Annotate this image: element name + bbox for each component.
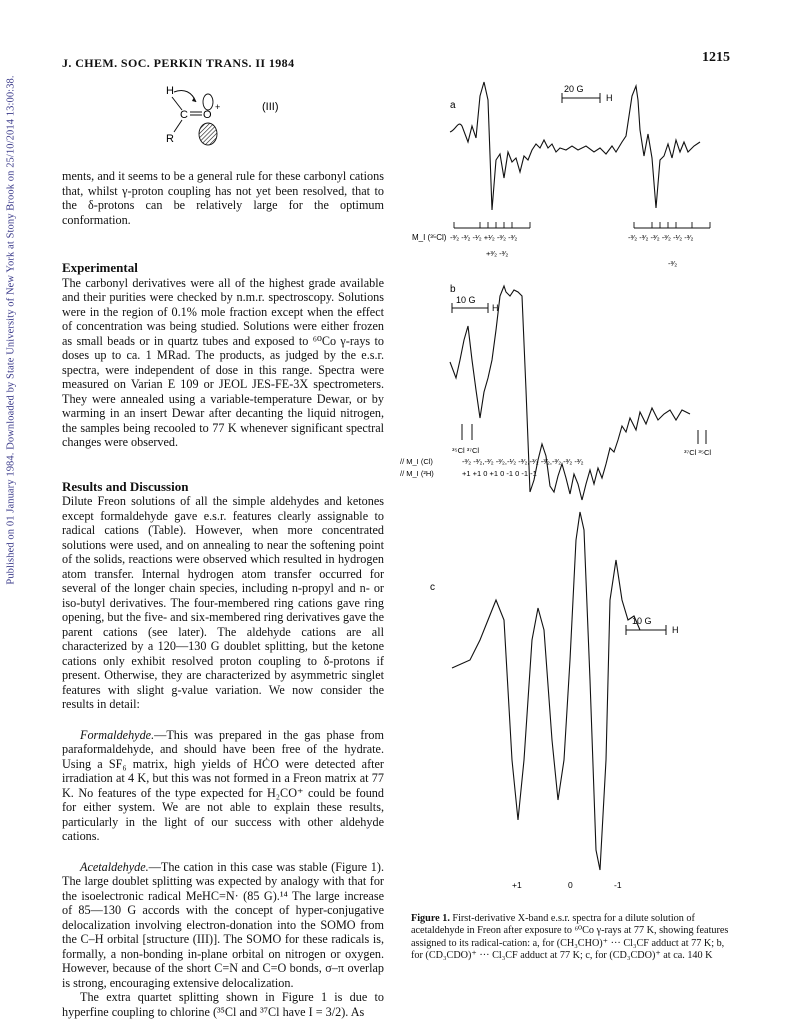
caption-text: First-derivative X-band e.s.r. spectra for a dilute solution of acetaldehyde in Freon after exposure to ⁶⁰Co γ-rays at 77 K, showing features assigned to its radical-cation: a, for (CH₃CHO)⁺ ··· Cl₃CF adduct at 77 K; b, for (CD₃CDO)⁺ ··· Cl₃CF adduct at 77 K; c, for (CD₃CDO)⁺ at ca. 140 K xyxy=(411,913,729,962)
formaldehyde-text: —This was prepared in the gas phase from paraformaldehyde, and should have been free of the hydrate. Using a SF₆ matrix, high yields of HĊO were detected after irradiation at 4 K, but this was not formed in a Freon matrix at 77 K. No features of the type expected for H₂CO⁺ could be found for either system. We are not able to explain these results, particularly in the light of our success with other aldehyde cations. xyxy=(62,727,384,843)
figure-1-caption xyxy=(411,913,731,963)
spectrum-c-trace xyxy=(452,512,640,870)
chlorine-paragraph: The extra quartet splitting shown in Figure 1 is due to hyperfine coupling to chlorine (³⁵Cl and ³⁷Cl have I = 3/2). As xyxy=(62,990,384,1019)
atom-h: H xyxy=(166,85,174,97)
scale-c-label: 10 G xyxy=(632,616,652,626)
mi-a-label: M_I (³⁵Cl) xyxy=(412,233,447,242)
mi-a-sub2-values: -³⁄₂ xyxy=(668,259,678,268)
charge: + xyxy=(215,102,221,112)
structure-label: (III) xyxy=(262,101,279,113)
atom-r: R xyxy=(166,133,174,145)
spectrum-a-trace xyxy=(450,82,700,210)
formaldehyde-title: Formaldehyde. xyxy=(80,727,155,742)
mi-a-right-values: -³⁄₂ -³⁄₂ -³⁄₂ -³⁄₂ -¹⁄₂ -³⁄₂ xyxy=(628,233,694,242)
experimental-text: The carbonyl derivatives were all of the highest grade available and their purities were checked by n.m.r. spectroscopy. Solutions were in the region of 0.1% mole fraction except when the effect of concentration was being studied. Solutions were either frozen as small beads or in quartz tubes and exposed to ⁶⁰Co γ-rays to doses up to ca. 1 MRad. The products, as judged by the e.s.r. spectra, were independent of dose in this range. Spectra were measured on Varian E 109 or JEOL JES-FE-3X spectrometers. They were annealed using a variable-temperature Dewar, or by warming in an insert Dewar after decanting the liquid nitrogen, the samples being recooled to 77 K whenever significant spectral changes were observed. xyxy=(62,275,384,449)
panel-c-label: c xyxy=(430,582,435,593)
formaldehyde-paragraph xyxy=(62,728,384,844)
c-label-0: 0 xyxy=(568,880,573,890)
acetaldehyde-paragraph xyxy=(62,860,384,991)
orbital-lobe-lower xyxy=(199,123,217,145)
figure-1-spectra xyxy=(400,60,740,915)
mi-b-cl-values: -³⁄₂ -³⁄₂,-³⁄₂ -³⁄₂,-¹⁄₂ -³⁄₂,-³⁄₂ -³⁄₂,-³⁄₂ -³⁄₂ -³⁄₂ xyxy=(462,457,584,466)
spectrum-b-trace xyxy=(450,286,690,500)
results-heading: Results and Discussion xyxy=(62,478,189,494)
cl-isotopes-left: ³⁵Cl ³⁷Cl xyxy=(452,446,480,455)
scale-a-label: 20 G xyxy=(564,84,584,94)
cl-markers-b xyxy=(462,424,706,444)
acetaldehyde-title: Acetaldehyde. xyxy=(80,859,149,874)
intro-paragraph: ments, and it seems to be a general rule for these carbonyl cations that, whilst γ-proton coupling has not yet been resolved, that to the δ-protons can be relatively large for the optimum conformation. xyxy=(62,169,384,227)
c-label-minus1: -1 xyxy=(614,880,622,890)
running-header: J. CHEM. SOC. PERKIN TRANS. II 1984 xyxy=(62,56,295,70)
experimental-heading: Experimental xyxy=(62,260,138,275)
download-watermark xyxy=(4,0,18,1032)
atom-c: C xyxy=(180,109,188,121)
mi-a-sub-values: +³⁄₂ -³⁄₂ xyxy=(486,249,509,258)
download-watermark-text: Published on 01 January 1984. Downloaded by State University of New York at Stony Brook on 25/10/2014 13:00:38. xyxy=(5,75,17,585)
mi-a-left-values: -³⁄₂ -³⁄₂ -¹⁄₂ +¹⁄₂ -³⁄₂ -³⁄₂ xyxy=(450,233,518,242)
structure-diagram-iii xyxy=(140,78,340,168)
acetaldehyde-text: —The cation in this case was stable (Figure 1). The large doublet splitting was expected by analogy with that for the isoelectronic radical MeHC=N· (85 G).¹⁴ The large increase of 85—130 G accords with the concept of hyper-conjugative delocalization involving electron-donation into the SOMO from the C–H orbital [structure (III)]. The SOMO for these radicals is, formally, a non-bonding in-plane orbital on nitrogen or oxygen. However, because of the short C=N and C=O bonds, σ–π overlap is strong, encouraging extensive delocalization. xyxy=(62,859,384,990)
panel-a-label: a xyxy=(450,100,456,111)
field-c-label: H xyxy=(672,625,679,635)
scale-bar-c xyxy=(626,625,666,635)
scale-bar-a xyxy=(562,93,600,103)
results-text: Dilute Freon solutions of all the simple aldehydes and ketones except formaldehyde gave e.s.r. features clearly assignable to radical cations (Table). However, when more concentrated solutions were used, and on annealing to near the softening point of the solids, reactions were observed which resulted in hydrogen atom transfer. Internal hydrogen atom transfer occurred for several of the longer chain species, including n-propyl and n- or iso-butyl derivatives. The four-membered ring cations gave ring opening, but the five- and six-membered ring derivatives gave the parent cations (see later). The aldehyde cations are all characterized by a 120—130 G doublet splitting, but the ketone cations only exhibit resolved proton coupling to δ-protons if present. Otherwise, they are characterized by asymmetric singlet features with slight g-value variation. We now consider the results in detail: xyxy=(62,494,384,711)
atom-o: O xyxy=(203,109,212,121)
cl-isotopes-right: ³⁷Cl ³⁵Cl xyxy=(684,448,712,457)
caption-label: Figure 1. xyxy=(411,913,450,924)
c-label-plus1: +1 xyxy=(512,880,522,890)
panel-b-label: b xyxy=(450,284,456,295)
left-column xyxy=(62,169,384,1019)
scale-b-label: 10 G xyxy=(456,295,476,305)
field-a-label: H xyxy=(606,93,613,103)
mi-b-cl-label: // M_I (Cl) xyxy=(400,457,433,466)
orbital-lobe-upper xyxy=(203,94,213,110)
stick-diagram-a xyxy=(454,222,710,228)
page-number: 1215 xyxy=(702,50,730,65)
mi-b-h-values: +1 +1 0 +1 0 -1 0 -1 -1 xyxy=(462,469,537,478)
mi-b-h-label: // M_I (²H) xyxy=(400,469,434,478)
bond-c-r xyxy=(174,120,182,132)
field-b-label: H xyxy=(492,303,499,313)
